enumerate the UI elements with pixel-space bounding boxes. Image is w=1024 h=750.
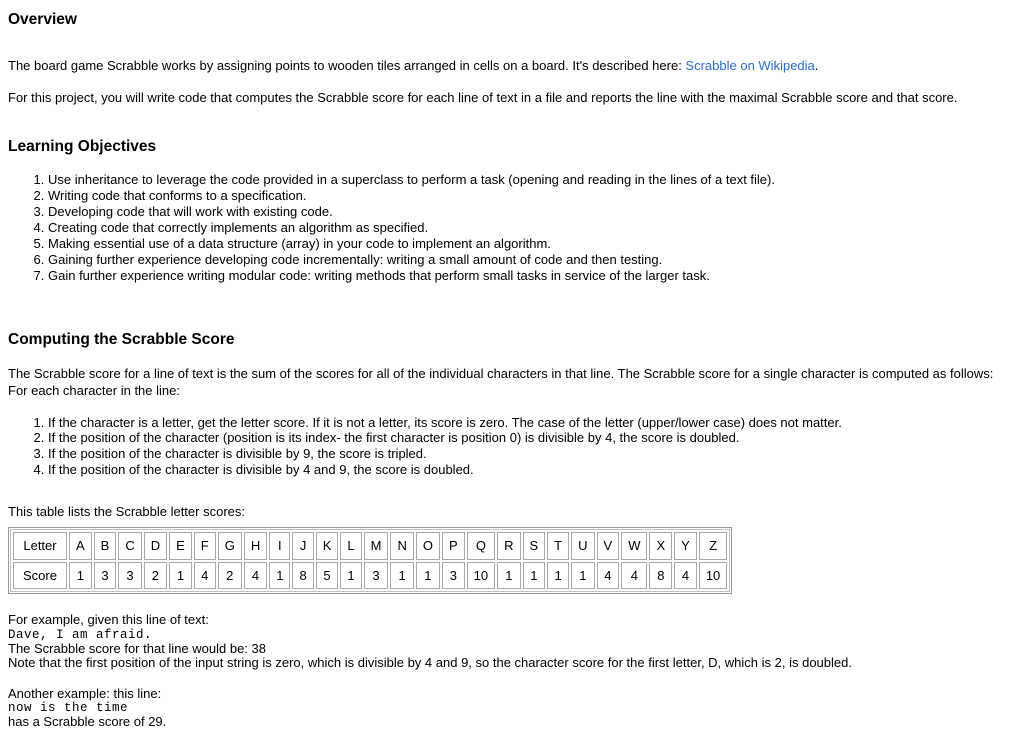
letter-cell: C: [118, 532, 141, 560]
example-code: Dave, I am afraid.: [8, 627, 153, 642]
example-lead: Another example: this line:: [8, 685, 162, 701]
letter-cell: Y: [674, 532, 697, 560]
letter-cell: X: [649, 532, 672, 560]
scrabble-scores-table: [8, 527, 732, 594]
score-cell: 1: [523, 562, 546, 590]
score-cell: 1: [416, 562, 440, 590]
letter-row: [13, 532, 727, 560]
letter-cell: W: [621, 532, 647, 560]
score-cell: 4: [597, 562, 620, 590]
letter-cell: S: [523, 532, 546, 560]
letter-cell: H: [244, 532, 267, 560]
scores-table-grid: [10, 529, 730, 592]
letter-cell: L: [340, 532, 361, 560]
letter-cell: Z: [699, 532, 727, 560]
intro-paragraph: [8, 58, 1016, 75]
example-1: [8, 613, 1016, 671]
list-item: 4. Creating code that correctly implements an algorithm as specified.: [48, 221, 1016, 236]
score-row-header: Score: [13, 562, 67, 590]
page-title: Overview: [8, 11, 77, 28]
score-cell: 1: [390, 562, 413, 590]
score-cell: 3: [118, 562, 141, 590]
intro-text-before-link: The board game Scrabble works by assigning points to wooden tiles arranged in cells on a board. It's described here:: [8, 58, 686, 74]
table-caption: This table lists the Scrabble letter scores:: [8, 504, 245, 520]
example-2: [8, 687, 1016, 730]
letter-cell: M: [364, 532, 389, 560]
letter-row-header: Letter: [13, 532, 67, 560]
computing-intro-line2: For each character in the line:: [8, 382, 180, 398]
score-cell: 4: [674, 562, 697, 590]
score-cell: 1: [169, 562, 192, 590]
project-paragraph: For this project, you will write code that computes the Scrabble score for each line of text in a file and reports the line with the maximal Scrabble score and that score.: [8, 90, 958, 106]
score-cell: 1: [497, 562, 520, 590]
score-cell: 1: [269, 562, 290, 590]
scoring-rules-list: [8, 416, 1016, 479]
score-cell: 10: [467, 562, 495, 590]
letter-cell: B: [94, 532, 117, 560]
list-item: 5. Making essential use of a data structure (array) in your code to implement an algorithm.: [48, 237, 1016, 252]
score-cell: 8: [649, 562, 672, 590]
example-result: The Scrabble score for that line would be: 38: [8, 640, 266, 656]
score-cell: 3: [94, 562, 117, 590]
learning-objectives-list: [8, 173, 1016, 284]
list-item: 6. Gaining further experience developing code incrementally: writing a small amount of code and then testing.: [48, 253, 1016, 268]
letter-cell: Q: [467, 532, 495, 560]
score-cell: 4: [194, 562, 216, 590]
letter-cell: R: [497, 532, 520, 560]
list-item: 1. If the character is a letter, get the letter score. If it is not a letter, its score is zero. The case of the letter (upper/lower case) does not matter.: [48, 416, 1016, 431]
computing-intro-line1: The Scrabble score for a line of text is the sum of the scores for all of the individual characters in that line. The Scrabble score for a single character is computed as follows:: [8, 365, 994, 381]
letter-cell: G: [218, 532, 242, 560]
score-cell: 10: [699, 562, 727, 590]
example-lead: For example, given this line of text:: [8, 612, 209, 628]
list-item: 3. Developing code that will work with existing code.: [48, 205, 1016, 220]
letter-cell: D: [144, 532, 167, 560]
score-cell: 5: [316, 562, 339, 590]
score-cell: 1: [69, 562, 92, 590]
example-result: has a Scrabble score of 29.: [8, 714, 167, 730]
example-note: Note that the first position of the input string is zero, which is divisible by 4 and 9, so the character score for the first letter, D, which is 2, is doubled.: [8, 655, 852, 671]
letter-cell: T: [547, 532, 569, 560]
letter-cell: O: [416, 532, 440, 560]
letter-cell: N: [390, 532, 413, 560]
list-item: 3. If the position of the character is divisible by 9, the score is tripled.: [48, 447, 1016, 462]
computing-heading: Computing the Scrabble Score: [8, 330, 235, 348]
score-cell: 8: [292, 562, 313, 590]
score-cell: 3: [442, 562, 465, 590]
letter-cell: A: [69, 532, 92, 560]
letter-cell: J: [292, 532, 313, 560]
letter-cell: E: [169, 532, 192, 560]
list-item: 4. If the position of the character is divisible by 4 and 9, the score is doubled.: [48, 463, 1016, 478]
letter-cell: K: [316, 532, 339, 560]
score-cell: 2: [218, 562, 242, 590]
score-cell: 2: [144, 562, 167, 590]
computing-intro: [8, 366, 1016, 400]
learning-objectives-heading: Learning Objectives: [8, 137, 157, 155]
wikipedia-link[interactable]: Scrabble on Wikipedia: [685, 58, 815, 74]
score-cell: 1: [340, 562, 361, 590]
letter-cell: I: [269, 532, 290, 560]
score-cell: 1: [571, 562, 594, 590]
letter-cell: U: [571, 532, 594, 560]
letter-cell: V: [597, 532, 620, 560]
list-item: 1. Use inheritance to leverage the code provided in a superclass to perform a task (opening and reading in the lines of a text file).: [48, 173, 1016, 188]
score-row: [13, 562, 727, 590]
letter-cell: P: [442, 532, 465, 560]
list-item: 2. Writing code that conforms to a specification.: [48, 189, 1016, 204]
intro-text-after-link: .: [814, 58, 819, 74]
score-cell: 3: [364, 562, 389, 590]
letter-cell: F: [194, 532, 216, 560]
score-cell: 1: [547, 562, 569, 590]
score-cell: 4: [621, 562, 647, 590]
list-item: 7. Gain further experience writing modular code: writing methods that perform small tasks in service of the larger task.: [48, 269, 1016, 284]
example-code: now is the time: [8, 701, 129, 716]
score-cell: 4: [244, 562, 267, 590]
list-item: 2. If the position of the character (position is its index- the first character is position 0) is divisible by 4, the score is doubled.: [48, 431, 1016, 446]
